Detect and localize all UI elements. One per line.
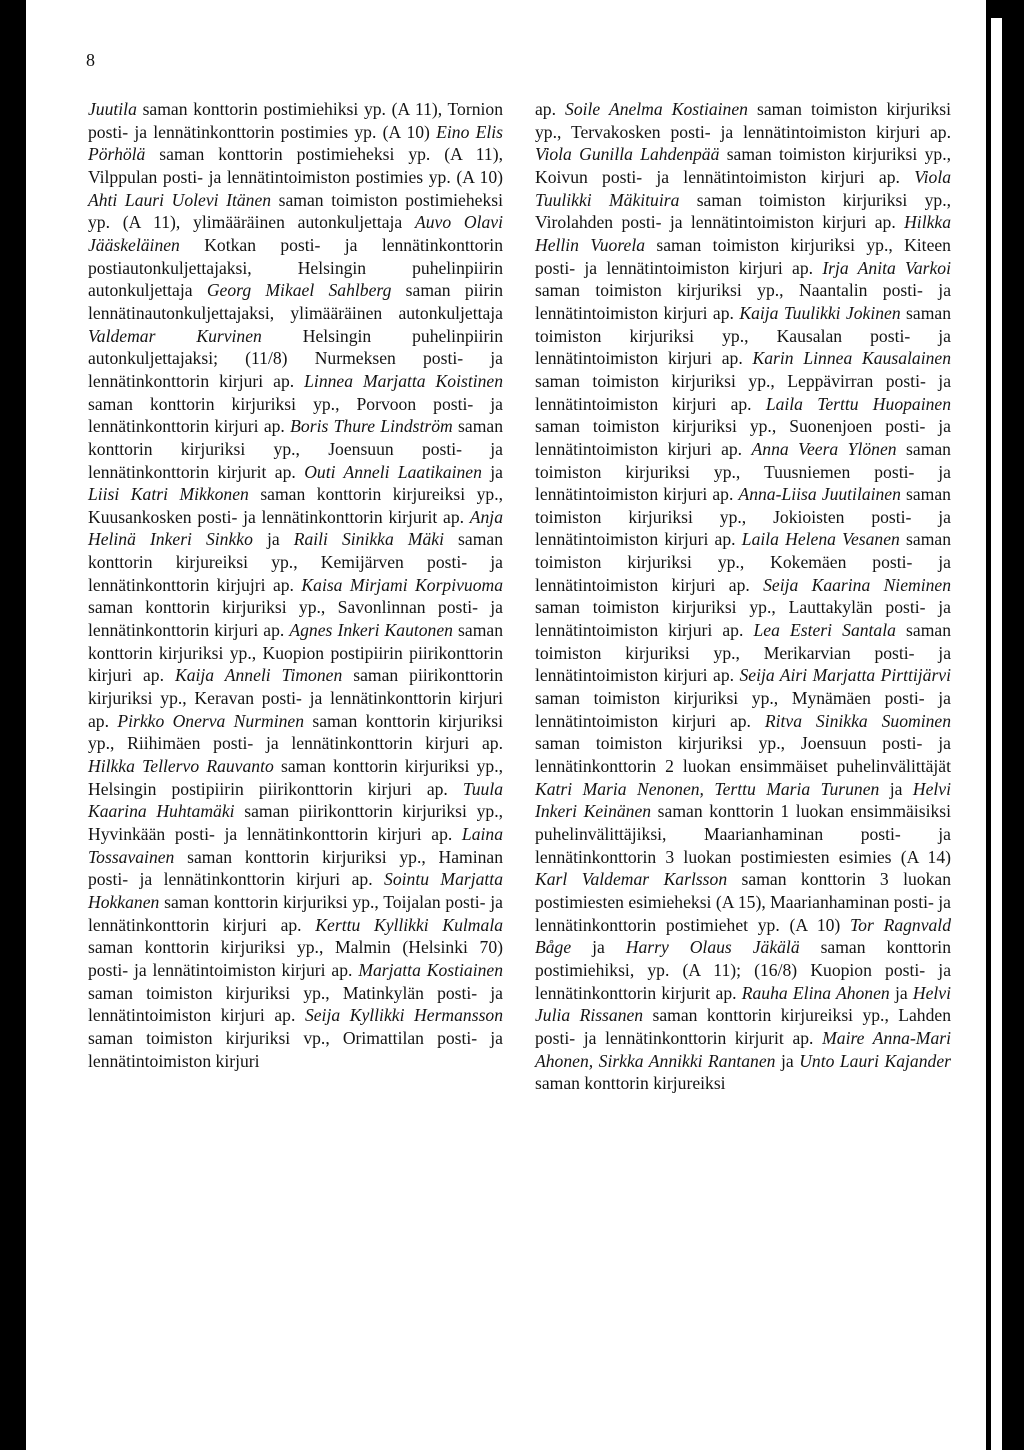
person-name-text: Viola Tuulikki Mäkituira	[535, 166, 951, 210]
body-text: saman konttorin postimieheksi yp. (A 11), Vilppulan posti- ja lennätintoimiston postimies yp. (A 10)	[88, 144, 503, 187]
person-name-text: Karl Valdemar Karlsson	[535, 869, 728, 890]
person-name-text: Eino Elis Pörhölä	[88, 121, 503, 165]
body-text: saman konttorin kirjuriksi yp., Joensuun posti- ja lennätinkonttorin kirjurit ap.	[88, 416, 503, 482]
body-text: saman konttorin 1 luokan ensimmäisiksi puhelinvälittäjiksi, Maarianhaminan posti- ja lennätinkonttorin 3 luokan postimiesten esimies (A 14)	[535, 801, 951, 867]
person-name-text: Kaija Tuulikki Jokinen	[739, 302, 901, 323]
body-text: saman piirin lennätinautonkuljettajaksi, ylimääräinen autonkuljettaja	[88, 280, 503, 323]
person-name-text: Maire Anna-Mari Ahonen, Sirkka Annikki Rantanen	[535, 1027, 951, 1071]
person-name-text: Liisi Katri Mikkonen	[88, 484, 249, 505]
person-name-text: Boris Thure Lindström	[290, 416, 453, 437]
body-text: saman toimiston postimieheksi yp. (A 11), ylimääräinen autonkuljettaja	[88, 189, 503, 233]
body-text: saman toimiston kirjuriksi yp., Koivun posti- ja lennätintoimiston kirjuri ap.	[535, 144, 951, 187]
body-text: Kotkan posti- ja lennätinkonttorin postiautonkuljettajaksi, Helsingin puhelinpiirin autonkuljettaja	[88, 234, 503, 301]
person-name-text: Tuula Kaarina Huhtamäki	[88, 778, 503, 822]
body-text: saman konttorin kirjuriksi yp., Malmin (Helsinki 70) posti- ja lennätintoimiston kirjuri ap.	[88, 937, 503, 980]
person-name-text: Unto Lauri Kajander	[799, 1050, 951, 1071]
person-name-text: Karin Linnea Kausalainen	[752, 348, 951, 369]
body-text: saman konttorin kirjuriksi yp., Haminan posti- ja lennätinkonttorin kirjuri ap.	[88, 846, 503, 890]
person-name-text: Marjatta Kostiainen	[358, 959, 503, 980]
body-text: saman konttorin postimiehiksi yp. (A 11), Tornion posti- ja lennätinkonttorin postimies yp. (A 10)	[88, 99, 503, 142]
body-text: saman konttorin kirjuriksi yp., Savonlinnan posti- ja lennätinkonttorin kirjuri ap.	[88, 597, 503, 641]
person-name-text: Lea Esteri Santala	[753, 620, 896, 641]
body-text: saman piirikonttorin kirjuriksi yp., Hyvinkään posti- ja lennätinkonttorin kirjuri ap.	[88, 801, 503, 844]
person-name-text: Seija Airi Marjatta Pirttijärvi	[739, 665, 951, 686]
body-text: saman konttorin kirjureiksi yp., Lahden posti- ja lennätinkonttorin kirjurit ap.	[535, 1005, 951, 1048]
body-text: saman konttorin kirjureiksi yp., Kemijärven posti- ja lennätinkonttorin kirjujri ap.	[88, 529, 503, 595]
body-text: saman toimiston kirjuriksi yp., Joensuun posti- ja lennätinkonttorin 2 luokan ensimmäiset puhelinvälittäjät	[535, 733, 951, 777]
person-name-text: Kerttu Kyllikki Kulmala	[315, 914, 503, 935]
body-text: ja	[252, 529, 294, 550]
body-text: saman konttorin postimiehiksi, yp. (A 11); (16/8) Kuopion posti- ja lennätinkonttorin kirjurit ap.	[535, 937, 951, 1003]
person-name-text: Hilkka Hellin Vuorela	[535, 212, 951, 255]
body-text: saman konttorin kirjuriksi yp., Riihimäen posti- ja lennätinkonttorin kirjuri ap.	[88, 710, 503, 754]
person-name-text: Georg Mikael Sahlberg	[206, 280, 392, 301]
body-text: saman toimiston kirjuriksi yp., Virolahden posti- ja lennätintoimiston kirjuri ap.	[535, 189, 951, 233]
page-number: 8	[86, 50, 95, 70]
person-name-text: Tor Ragnvald Båge	[535, 914, 951, 958]
body-text: saman toimiston kirjuriksi yp., Merikarvian posti- ja lennätintoimiston kirjuri ap.	[535, 620, 951, 686]
person-name-text: Irja Anita Varkoi	[822, 257, 951, 278]
person-name-text: Ahti Lauri Uolevi Itänen	[88, 189, 272, 210]
body-text: saman piirikonttorin kirjuriksi yp., Keravan posti- ja lennätinkonttorin kirjuri ap.	[88, 665, 503, 731]
body-text: Helsingin puhelinpiirin autonkuljettajaksi; (11/8) Nurmeksen posti- ja lennätinkonttorin kirjuri ap.	[88, 325, 503, 391]
body-text: saman konttorin kirjuriksi yp., Toijalan posti- ja lennätinkonttorin kirjuri ap.	[88, 891, 503, 935]
body-text: ja	[571, 937, 626, 958]
person-name-text: Linnea Marjatta Koistinen	[304, 370, 503, 391]
person-name-text: Anna Veera Ylönen	[751, 438, 897, 459]
body-text: saman konttorin kirjureiksi yp., Kuusankosken posti- ja lennätinkonttorin kirjurit ap.	[88, 484, 503, 527]
person-name-text: Sointu Marjatta Hokkanen	[88, 869, 503, 912]
person-name-text: Soile Anelma Kostiainen	[565, 99, 748, 119]
body-text: saman toimiston kirjuriksi yp., Tervakosken posti- ja lennätintoimiston kirjuri ap.	[535, 99, 951, 142]
body-text: saman toimiston kirjuriksi yp., Lauttakylän posti- ja lennätintoimiston kirjuri ap.	[535, 597, 951, 641]
body-text: saman toimiston kirjuriksi yp., Matinkylän posti- ja lennätintoimiston kirjuri ap.	[88, 982, 503, 1026]
body-text: saman toimiston kirjuriksi yp., Kiteen posti- ja lennätintoimiston kirjuri ap.	[535, 234, 951, 278]
text-column-right	[535, 98, 951, 1095]
person-name-text: Hilkka Tellervo Rauvanto	[88, 756, 274, 777]
body-text: ap.	[535, 99, 566, 119]
person-name-text: Helvi Inkeri Keinänen	[535, 778, 951, 822]
person-name-text: Seija Kaarina Nieminen	[763, 574, 951, 595]
person-name-text: Laina Tossavainen	[88, 824, 503, 867]
person-name-text: Katri Maria Nenonen, Terttu Maria Turunen	[535, 778, 880, 799]
person-name-text: Rauha Elina Ahonen	[741, 982, 890, 1003]
text-column-left	[88, 98, 503, 1072]
body-text: ja	[481, 461, 503, 482]
person-name-text: Viola Gunilla Lahdenpää	[535, 144, 720, 165]
scan-edge-bar	[991, 18, 1002, 1450]
person-name-text: Kaija Anneli Timonen	[174, 665, 343, 686]
person-name-text: Laila Terttu Huopainen	[765, 393, 951, 414]
body-text: saman konttorin kirjuriksi yp., Helsingin postipiirin piirikonttorin kirjuri ap.	[88, 756, 503, 799]
body-text: saman toimiston kirjuriksi vp., Orimattilan posti- ja lennätintoimiston kirjuri	[88, 1027, 503, 1071]
body-text: ja	[775, 1050, 800, 1071]
person-name-text: Ritva Sinikka Suominen	[764, 710, 951, 731]
person-name-text: Anja Helinä Inkeri Sinkko	[88, 506, 503, 550]
person-name-text: Laila Helena Vesanen	[741, 529, 900, 550]
body-text: saman konttorin kirjuriksi yp., Kuopion postipiirin piirikonttorin kirjuri ap.	[88, 620, 503, 686]
person-name-text: Juutila	[88, 99, 137, 119]
person-name-text: Helvi Julia Rissanen	[535, 982, 951, 1026]
scanned-page	[26, 0, 986, 1450]
body-text: saman toimiston kirjuriksi yp., Kausalan posti- ja lennätintoimiston kirjuri ap.	[535, 302, 951, 369]
body-text: saman toimiston kirjuriksi yp., Mynämäen posti- ja lennätintoimiston kirjuri ap.	[535, 688, 951, 731]
person-name-text: Kaisa Mirjami Korpivuoma	[301, 574, 504, 595]
body-text: saman toimiston kirjuriksi yp., Naantalin posti- ja lennätintoimiston kirjuri ap.	[535, 280, 951, 323]
person-name-text: Outi Anneli Laatikainen	[304, 461, 482, 482]
person-name-text: Valdemar Kurvinen	[88, 325, 262, 346]
body-text: ja	[879, 778, 913, 799]
person-name-text: Auvo Olavi Jääskeläinen	[88, 212, 503, 255]
person-name-text: Raili Sinikka Mäki	[293, 529, 444, 550]
body-text: saman toimiston kirjuriksi yp., Jokioisten posti- ja lennätintoimiston kirjuri ap.	[535, 484, 951, 550]
person-name-text: Anna-Liisa Juutilainen	[738, 484, 901, 505]
body-text: saman toimiston kirjuriksi yp., Tuusniemen posti- ja lennätintoimiston kirjuri ap.	[535, 438, 951, 505]
body-text: ja	[889, 982, 913, 1003]
body-text: saman toimiston kirjuriksi yp., Kokemäen posti- ja lennätintoimiston kirjuri ap.	[535, 529, 951, 595]
body-text: saman konttorin kirjureiksi	[535, 1073, 726, 1094]
body-text: saman konttorin kirjuriksi yp., Porvoon posti- ja lennätinkonttorin kirjuri ap.	[88, 393, 503, 437]
body-text: saman toimiston kirjuriksi yp., Suonenjoen posti- ja lennätintoimiston kirjuri ap.	[535, 416, 951, 459]
person-name-text: Pirkko Onerva Nurminen	[117, 710, 305, 731]
person-name-text: Harry Olaus Jäkälä	[625, 937, 800, 958]
body-text: saman konttorin 3 luokan postimiesten esimieheksi (A 15), Maarianhaminan posti- ja lennätinkonttorin postimiehet yp. (A 10)	[535, 869, 951, 935]
person-name-text: Agnes Inkeri Kautonen	[289, 620, 453, 641]
body-text: saman toimiston kirjuriksi yp., Leppävirran posti- ja lennätintoimiston kirjuri ap.	[535, 370, 951, 414]
person-name-text: Seija Kyllikki Hermansson	[304, 1005, 504, 1026]
